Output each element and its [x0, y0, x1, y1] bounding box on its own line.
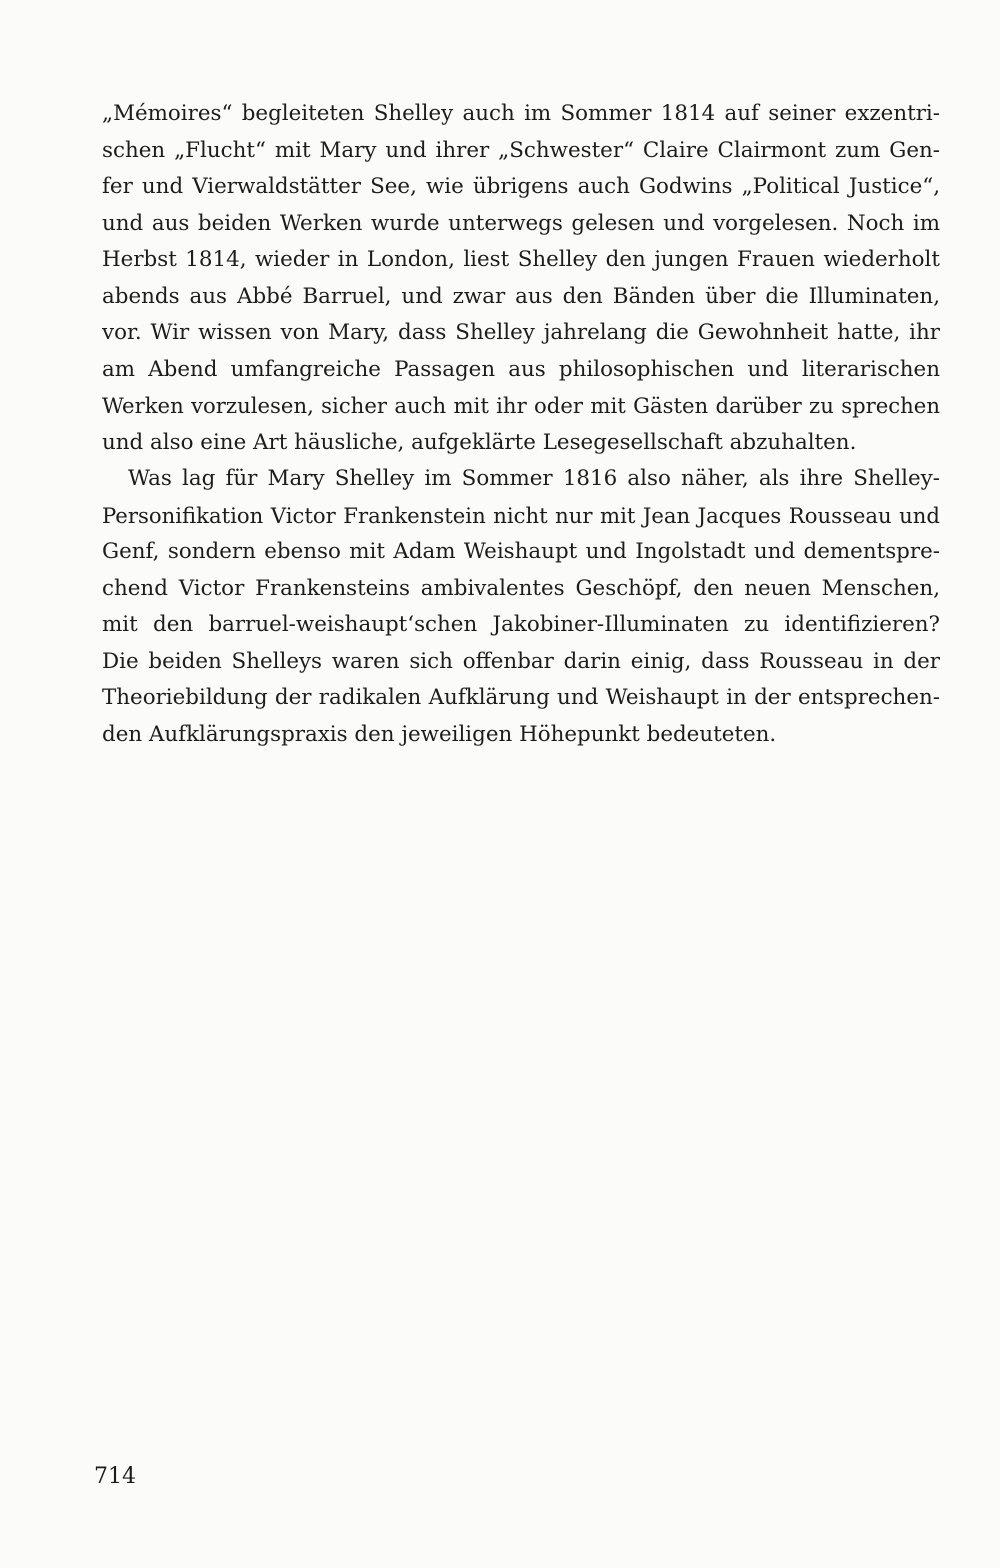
text-line: mit den barruel-weishaupt‘schen Jakobiner-Illuminaten zu identifizieren?	[102, 612, 940, 637]
text-line-paragraph-end: den Aufklärungspraxis den jeweiligen Höhepunkt bedeuteten.	[102, 721, 777, 747]
text-line: schen „Flucht“ mit Mary und ihrer „Schwester“ Claire Clairmont zum Gen-	[102, 137, 940, 163]
text-line: chend Victor Frankensteins ambivalentes Geschöpf, den neuen Menschen,	[102, 575, 940, 601]
text-line: Herbst 1814, wieder in London, liest Shelley den jungen Frauen wiederholt	[102, 247, 940, 272]
text-line: Werken vorzulesen, sicher auch mit ihr oder mit Gästen darüber zu sprechen	[102, 393, 940, 418]
text-line-paragraph-end: und also eine Art häusliche, aufgeklärte Lesegesellschaft abzuhalten.	[102, 429, 857, 455]
page-number: 714	[94, 1464, 136, 1489]
text-line: Theoriebildung der radikalen Aufklärung und Weishaupt in der entsprechen-	[102, 685, 940, 710]
text-line: vor. Wir wissen von Mary, dass Shelley jahrelang die Gewohnheit hatte, ihr	[102, 320, 940, 345]
text-line: abends aus Abbé Barruel, und zwar aus den Bänden über die Illuminaten,	[102, 283, 940, 309]
text-line: fer und Vierwaldstätter See, wie übrigens auch Godwins „Political Justice“,	[102, 174, 940, 199]
text-line: Genf, sondern ebenso mit Adam Weishaupt und Ingolstadt und dementspre-	[102, 539, 940, 564]
text-line: Personifikation Victor Frankenstein nicht nur mit Jean Jacques Rousseau und	[102, 502, 940, 528]
text-line: am Abend umfangreiche Passagen aus philosophischen und literarischen	[102, 356, 940, 382]
text-line-paragraph-start: Was lag für Mary Shelley im Sommer 1816 also näher, als ihre Shelley-	[128, 466, 940, 491]
text-line: „Mémoires“ begleiteten Shelley auch im Sommer 1814 auf seiner exzentri-	[102, 101, 940, 126]
text-line: und aus beiden Werken wurde unterwegs gelesen und vorgelesen. Noch im	[102, 210, 940, 236]
text-line: Die beiden Shelleys waren sich offenbar darin einig, dass Rousseau in der	[102, 648, 940, 674]
body-text	[102, 96, 940, 753]
